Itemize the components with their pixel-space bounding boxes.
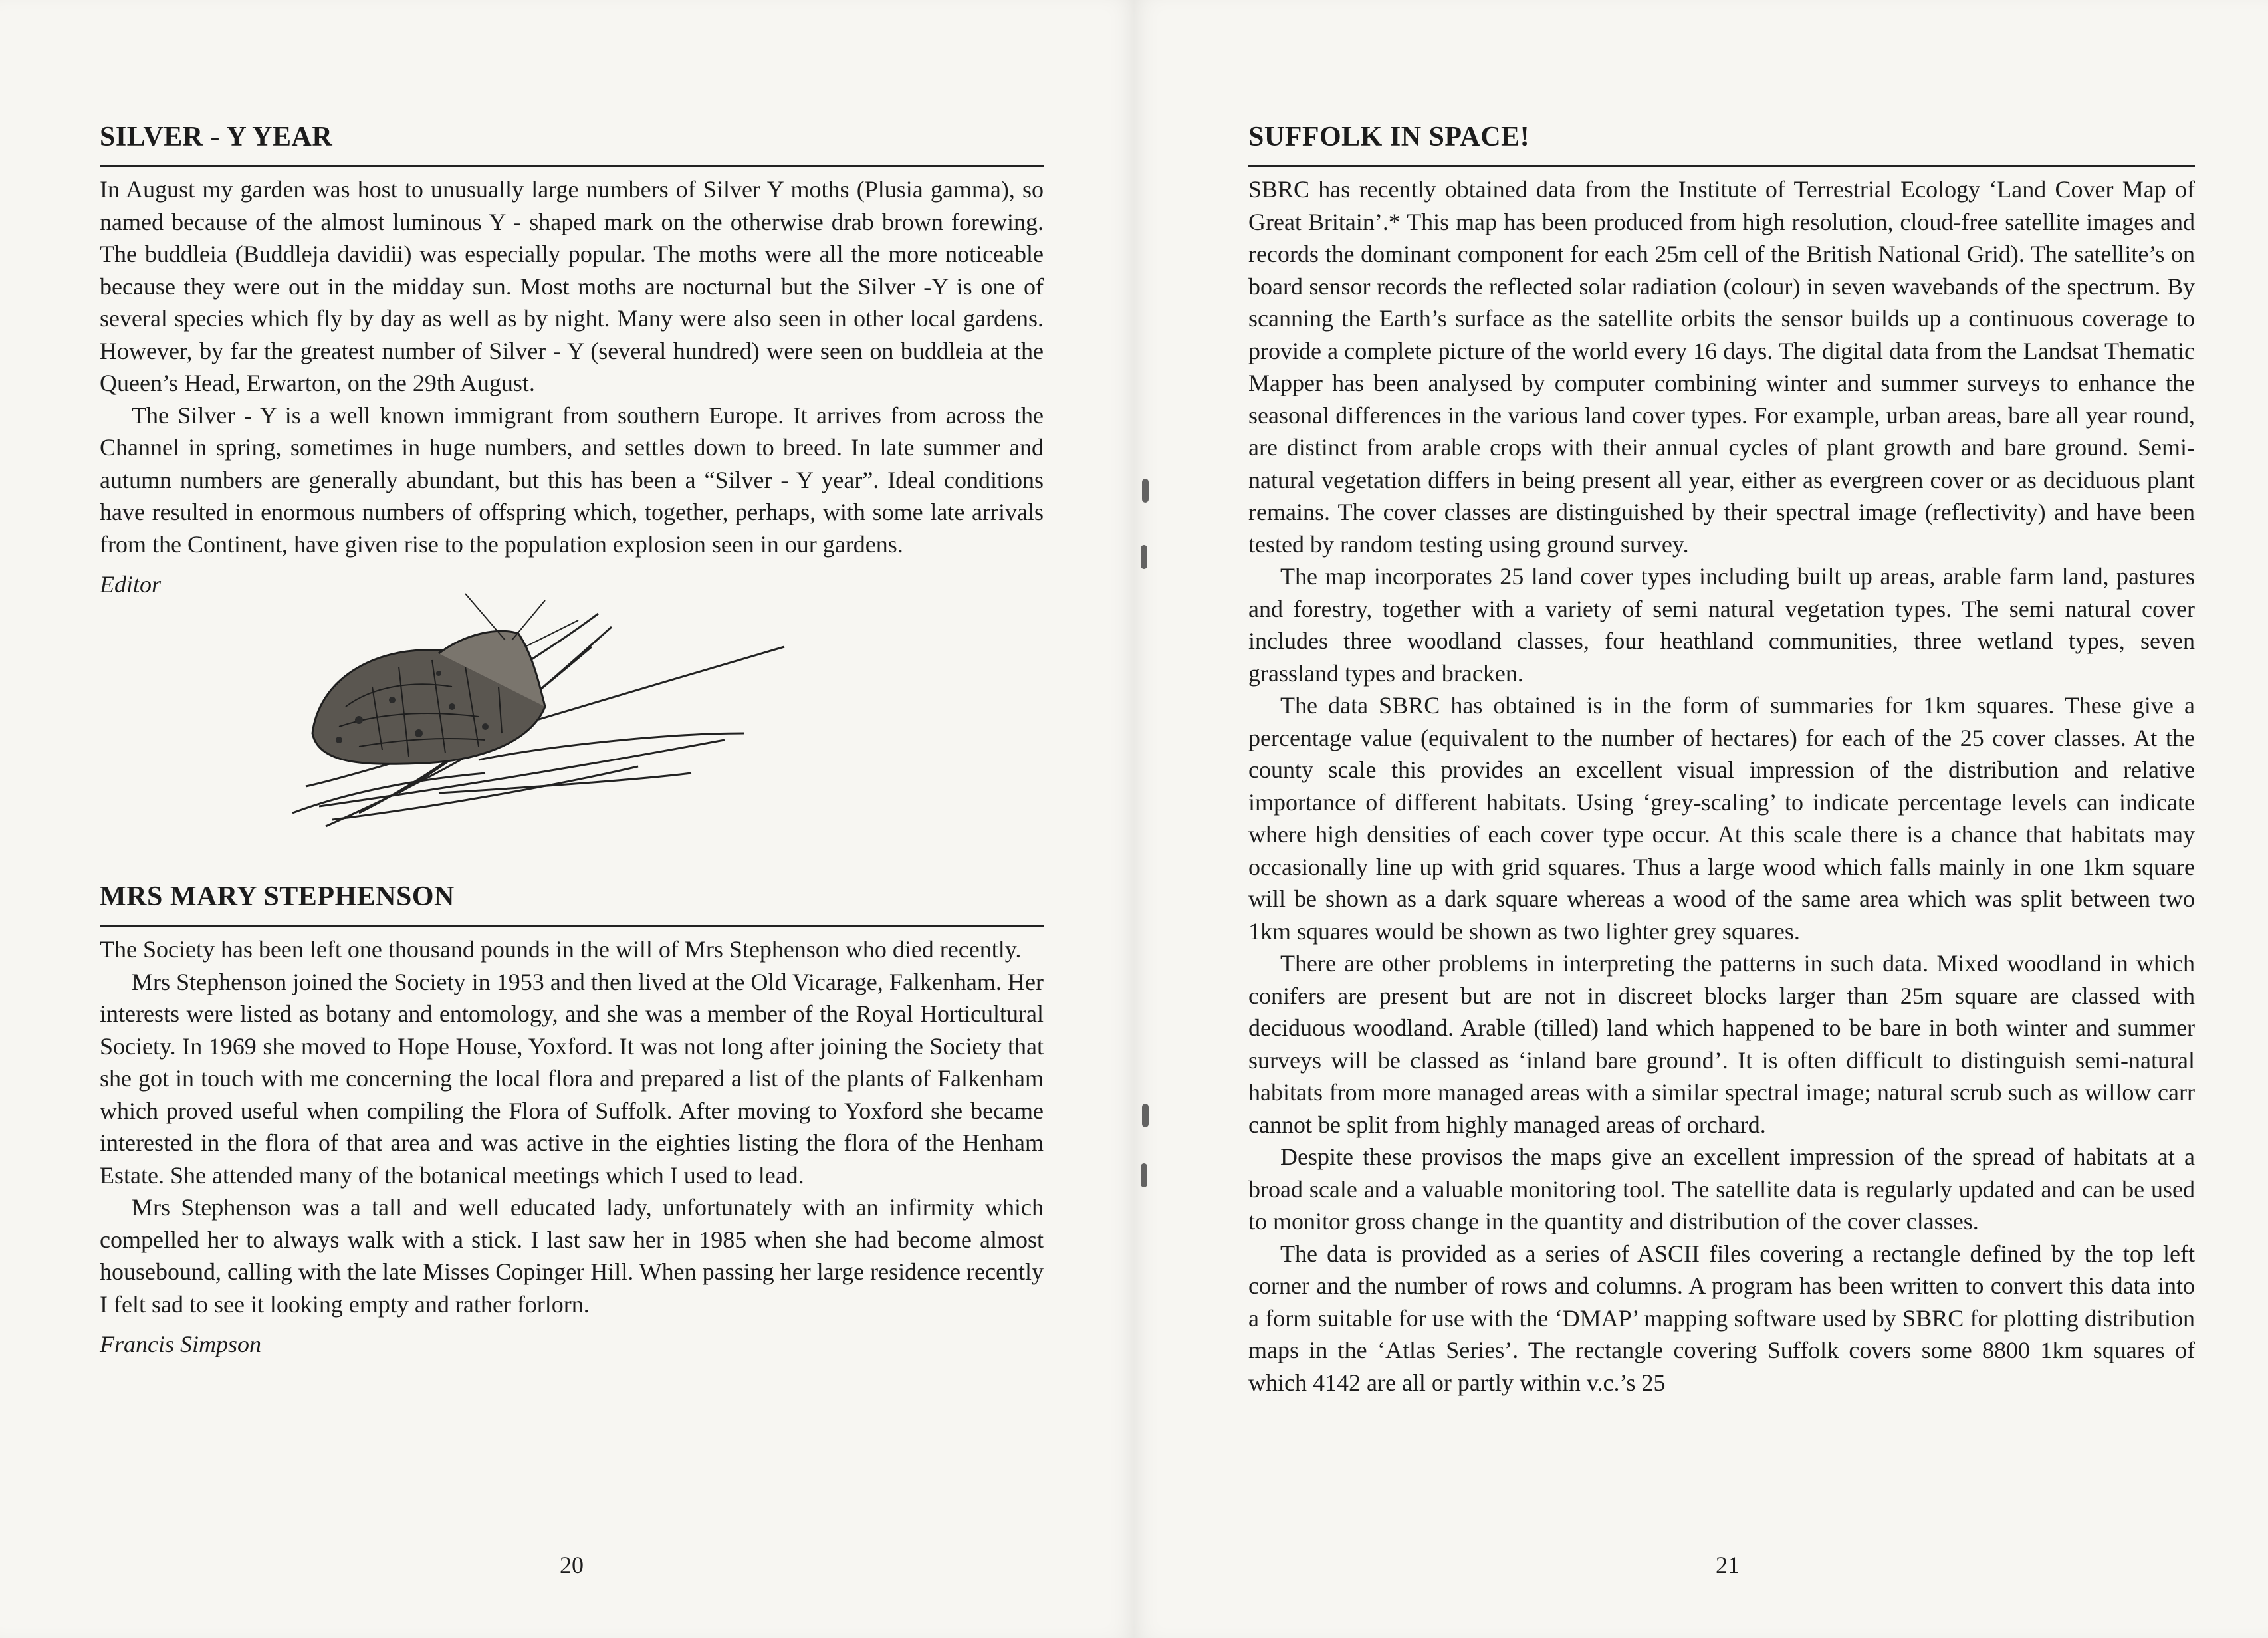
signature-editor: Editor — [100, 571, 162, 598]
article-paragraph: The Silver - Y is a well known immigrant from southern Europe. It arrives from across the Channel in spring, sometimes in huge numbers, and settles down to breed. In late summer and autumn numbers are generally abundant, but this has been a “Silver - Y year”. Ideal conditions have resulted in enormous numbers of offspring which, together, perhaps, with some late arrivals from the Continent, have given rise to the population explosion seen in our gardens. — [100, 402, 1044, 558]
article-paragraph: The data SBRC has obtained is in the form of summaries for 1km squares. These give a percentage value (equivalent to the number of hectares) for each of the 25 cover classes. At the county scale this provides an excellent visual impression of the distribution and relative importance of different habitats. Using ‘grey-scaling’ to indicate percentage levels can indicate where high densities of each cover type occur. At this scale there is a chance that habitats may occasionally line up with grid squares. Thus a large wood which falls mainly in one 1km square will be shown as a dark square whereas a wood of the same area which was split between two 1km squares would be shown as two lighter grey squares. — [1248, 692, 2195, 945]
article-title-suffolk-in-space: SUFFOLK IN SPACE! — [1248, 122, 1530, 152]
title-rule — [1248, 165, 2195, 167]
title-rule — [100, 925, 1044, 927]
article-paragraph: In August my garden was host to unusually large numbers of Silver Y moths (Plusia gamma), so named because of the almost luminous Y - shaped mark on the otherwise drab brown forewing. The buddleia (Buddleja davidii) was especially popular. The moths were all the more noticeable because they were out in the midday sun. Most moths are nocturnal but the Silver -Y is one of several species which fly by day as well as by night. Many were also seen in other local gardens. However, by far the greatest number of Silver - Y (several hundred) were seen on buddleia at the Queen’s Head, Erwarton, on the 29th August. — [100, 176, 1044, 396]
article-title-mary-stephenson: MRS MARY STEPHENSON — [100, 881, 455, 912]
article-paragraph: The Society has been left one thousand pounds in the will of Mrs Stephenson who died recently. — [100, 936, 1022, 963]
left-column — [100, 120, 1044, 1360]
staple-mark — [1142, 1104, 1149, 1127]
right-column — [1248, 120, 2195, 1399]
moth-drawing-icon — [266, 574, 811, 840]
article-paragraph: Despite these provisos the maps give an excellent impression of the spread of habitats at a broad scale and a valuable monitoring tool. The satellite data is regularly updated and can be used to monitor gross change in the quantity and distribution of the cover classes. — [1248, 1143, 2195, 1234]
page-number: 21 — [1716, 1552, 1740, 1578]
page-number: 20 — [560, 1552, 584, 1578]
staple-mark — [1141, 545, 1147, 569]
article-paragraph: Mrs Stephenson joined the Society in 1953 and then lived at the Old Vicarage, Falkenham. Her interests were listed as botany and entomology, and she was a member of the Royal Horticultural Society. In 1969 she moved to Hope House, Yoxford. It was not long after joining the Society that she got in touch with me concerning the local flora and prepared a list of the plants of Falkenham which proved useful when compiling the Flora of Suffolk. After moving to Yoxford she became interested in the flora of that area and was active in the eighties listing the flora of the Henham Estate. She attended many of the botanical meetings which I used to lead. — [100, 968, 1044, 1189]
article-title-silver-y: SILVER - Y YEAR — [100, 122, 333, 152]
right-page — [1134, 0, 2268, 1638]
staple-mark — [1141, 1163, 1147, 1187]
moth-illustration — [100, 600, 1044, 879]
article-paragraph: Mrs Stephenson was a tall and well educated lady, unfortunately with an infirmity which compelled her to always walk with a stick. I last saw her in 1985 when she had become almost housebound, calling with the late Misses Copinger Hill. When passing her large residence recently I felt sad to see it looking empty and rather forlorn. — [100, 1194, 1044, 1318]
article-paragraph: SBRC has recently obtained data from the Institute of Terrestrial Ecology ‘Land Cover Map of Great Britain’.* This map has been produced from high resolution, cloud-free satellite images and records the dominant component for each 25m cell of the British National Grid). The satellite’s on board sensor records the reflected solar radiation (colour) in seven wavebands of the spectrum. By scanning the Earth’s surface as the satellite orbits the sensor builds up a continuous coverage to provide a complete picture of the world every 16 days. The digital data from the Landsat Thematic Mapper has been analysed by computer combining winter and summer surveys to enhance the seasonal differences in the various land cover types. For example, urban areas, bare all year round, are distinct from arable crops with their annual cycles of plant growth and bare ground. Semi-natural vegetation differs in being present all year, either as evergreen cover or as deciduous plant remains. The cover classes are distinguished by their spectral image (reflectivity) and have been tested by random testing using ground survey. — [1248, 176, 2195, 558]
staple-mark — [1142, 479, 1149, 503]
title-rule — [100, 165, 1044, 167]
article-paragraph: There are other problems in interpreting the patterns in such data. Mixed woodland in which conifers are present but are not in discreet blocks larger than 25m square are classed with deciduous woodland. Arable (tilled) land which happened to be bare in both winter and summer surveys will be classed as ‘inland bare ground’. It is often difficult to distinguish semi-natural habitats from more managed areas with a similar spectral image; natural scrub such as willow carr cannot be split from highly managed areas of orchard. — [1248, 950, 2195, 1138]
article-paragraph: The data is provided as a series of ASCII files covering a rectangle defined by the top left corner and the number of rows and columns. A program has been written to convert this data into a form suitable for use with the ‘DMAP’ mapping software used by SBRC for plotting distribution maps in the ‘Atlas Series’. The rectangle covering Suffolk covers some 8800 1km squares of which 4142 are all or partly within v.c.’s 25 — [1248, 1240, 2195, 1396]
article-paragraph: The map incorporates 25 land cover types including built up areas, arable farm land, pastures and forestry, together with a variety of semi natural vegetation types. The semi natural cover includes three woodland classes, four heathland communities, three wetland types, seven grassland types and bracken. — [1248, 563, 2195, 687]
signature-francis-simpson: Francis Simpson — [100, 1331, 261, 1357]
